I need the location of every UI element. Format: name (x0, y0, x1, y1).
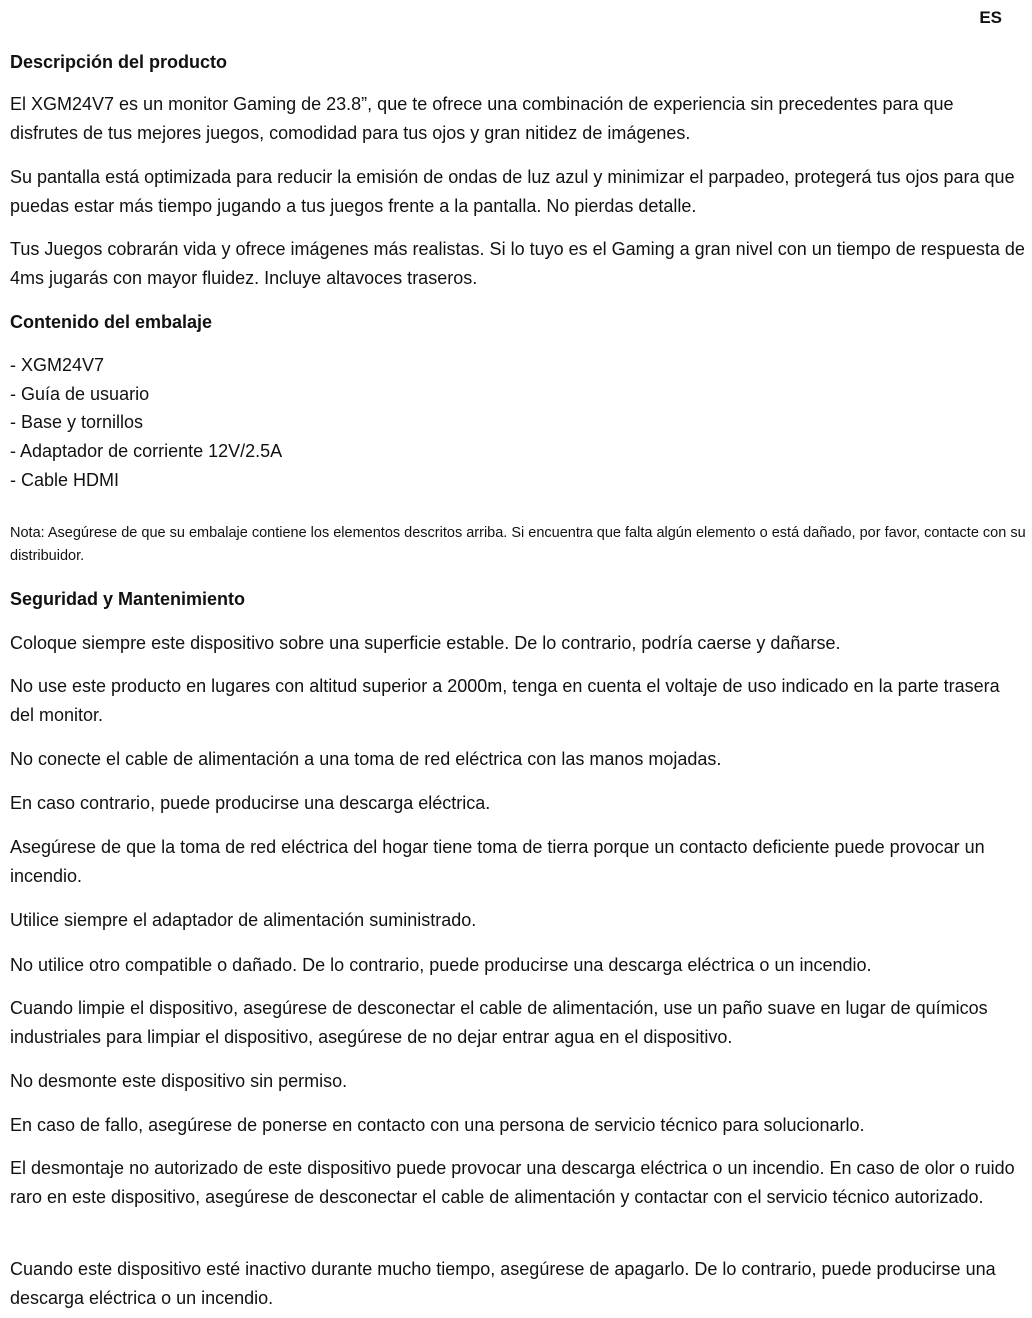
list-item: - XGM24V7 (10, 355, 105, 375)
safety-paragraph-7: No utilice otro compatible o dañado. De lo contrario, puede producirse una descarga eléctrica o un incendio. (10, 955, 872, 975)
safety-paragraph-5: Asegúrese de que la toma de red eléctrica del hogar tiene toma de tierra porque un contacto deficiente puede provocar un incendio. (10, 837, 985, 886)
safety-paragraph-9: No desmonte este dispositivo sin permiso. (10, 1071, 348, 1091)
contents-list (10, 351, 1026, 495)
safety-paragraph-1: Coloque siempre este dispositivo sobre una superficie estable. De lo contrario, podría caerse y dañarse. (10, 633, 841, 653)
list-item: - Guía de usuario (10, 383, 150, 404)
safety-paragraph-2: No use este producto en lugares con altitud superior a 2000m, tenga en cuenta el voltaje de uso indicado en la parte trasera del monitor. (10, 676, 1000, 725)
section-title-safety: Seguridad y Mantenimiento (10, 589, 246, 609)
safety-paragraph-8: Cuando limpie el dispositivo, asegúrese de desconectar el cable de alimentación, use un paño suave en lugar de químicos industriales para limpiar el dispositivo, asegúrese de no dejar entrar agua en el dispositivo. (10, 998, 988, 1047)
safety-paragraph-3: No conecte el cable de alimentación a una toma de red eléctrica con las manos mojadas. (10, 749, 722, 769)
safety-paragraph-12: Cuando este dispositivo esté inactivo durante mucho tiempo, asegúrese de apagarlo. De lo contrario, puede producirse una descarga eléctrica o un incendio. (10, 1259, 996, 1308)
list-item: - Cable HDMI (10, 469, 120, 490)
safety-paragraph-11: El desmontaje no autorizado de este dispositivo puede provocar una descarga eléctrica o un incendio. En caso de olor o ruido raro en este dispositivo, asegúrese de desconectar el cable de alimentación y contactar con el servicio técnico autorizado. (10, 1158, 1015, 1207)
description-paragraph-3: Tus Juegos cobrarán vida y ofrece imágenes más realistas. Si lo tuyo es el Gaming a gran nivel con un tiempo de respuesta de 4ms jugarás con mayor fluidez. Incluye altavoces traseros. (10, 239, 1025, 288)
description-paragraph-1: El XGM24V7 es un monitor Gaming de 23.8”, que te ofrece una combinación de experiencia sin precedentes para que disfrutes de tus mejores juegos, comodidad para tus ojos y gran nitidez de imágenes. (10, 94, 954, 143)
list-item: - Base y tornillos (10, 412, 144, 433)
contents-note: Nota: Asegúrese de que su embalaje contiene los elementos descritos arriba. Si encuentra que falta algún elemento o está dañado, por favor, contacte con su distribuidor. (10, 525, 1026, 564)
safety-paragraph-10: En caso de fallo, asegúrese de ponerse en contacto con una persona de servicio técnico para solucionarlo. (10, 1115, 865, 1135)
section-title-contents: Contenido del embalaje (10, 312, 213, 332)
safety-paragraph-4: En caso contrario, puede producirse una descarga eléctrica. (10, 793, 491, 813)
language-badge: ES (979, 8, 1002, 27)
description-paragraph-2: Su pantalla está optimizada para reducir la emisión de ondas de luz azul y minimizar el parpadeo, protegerá tus ojos para que puedas estar más tiempo jugando a tus juegos frente a la pantalla. No pierdas detalle. (10, 167, 1015, 216)
section-title-description: Descripción del producto (10, 52, 228, 72)
safety-paragraph-6: Utilice siempre el adaptador de alimentación suministrado. (10, 910, 477, 930)
list-item: - Adaptador de corriente 12V/2.5A (10, 441, 283, 462)
